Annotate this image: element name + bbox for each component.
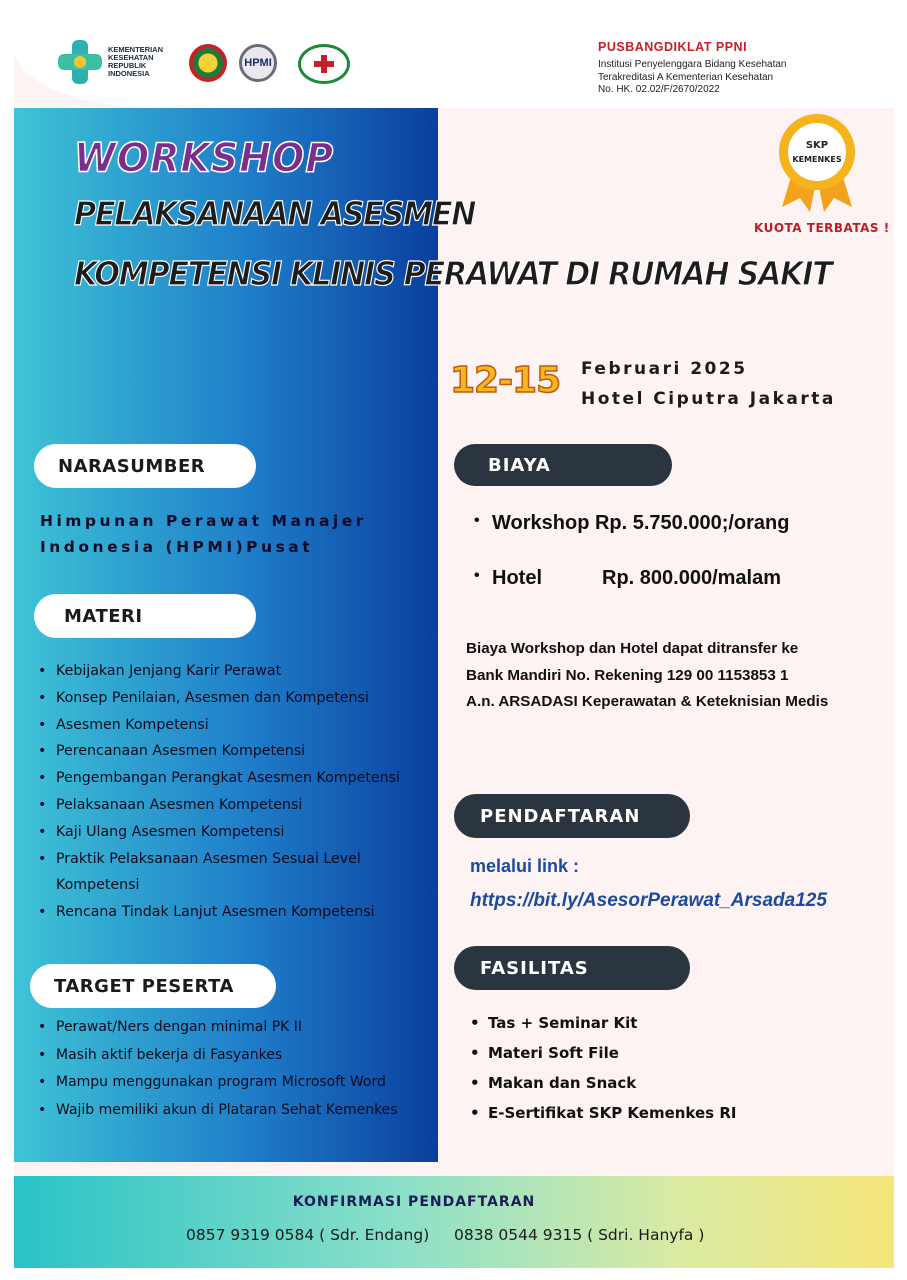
- list-item: • Wajib memiliki akun di Plataran Sehat Kemenkes: [36, 1097, 436, 1125]
- list-item: • Konsep Penilaian, Asesmen dan Kompetensi: [36, 685, 436, 712]
- date-range: 12-15: [450, 360, 561, 401]
- list-item: • Perencanaan Asesmen Kompetensi: [36, 738, 436, 765]
- fasilitas-heading: FASILITAS: [454, 946, 690, 990]
- decor-bubble: [516, 30, 570, 74]
- registration-link[interactable]: https://bit.ly/AsesorPerawat_Arsada125: [470, 890, 827, 911]
- transfer-info: Biaya Workshop dan Hotel dapat ditransfer ke Bank Mandiri No. Rekening 129 00 1153853 1 A.n. ARSADASI Keperawatan & Keteknisian Medis: [466, 640, 829, 710]
- list-item: • E-Sertifikat SKP Kemenkes RI: [468, 1098, 888, 1128]
- skp-badge-icon: [774, 112, 860, 212]
- list-item: • Kebijakan Jenjang Karir Perawat: [36, 658, 436, 685]
- confirmation-heading: KONFIRMASI PENDAFTARAN: [292, 1194, 536, 1210]
- main-title-line1: PELAKSANAAN ASESMEN: [74, 194, 476, 233]
- materi-list: [36, 658, 436, 926]
- target-heading: TARGET PESERTA: [30, 964, 276, 1008]
- target-list: [36, 1014, 436, 1124]
- list-item: • Makan dan Snack: [468, 1068, 888, 1098]
- event-details: Februari 2025 Hotel Ciputra Jakarta: [581, 359, 836, 409]
- list-item: • Tas + Seminar Kit: [468, 1008, 888, 1038]
- institution-block: PUSBANGDIKLAT PPNI Institusi Penyelenggara Bidang Kesehatan Terakreditasi A Kementerian Kesehatan No. HK. 02.02/F/2670/2022: [598, 40, 787, 95]
- poster: [14, 24, 894, 1268]
- kemenkes-mark-icon: [58, 40, 102, 84]
- quota-label: KUOTA TERBATAS !: [754, 221, 890, 235]
- event-type-title: WORKSHOP: [74, 134, 335, 182]
- contact-hanyfa: 0838 0544 9315 ( Sdri. Hanyfa ): [454, 1226, 705, 1244]
- list-item: • Praktik Pelaksanaan Asesmen Sesuai Level Kompetensi: [36, 846, 376, 900]
- list-item: • Asesmen Kompetensi: [36, 712, 436, 739]
- list-item: • Materi Soft File: [468, 1038, 888, 1068]
- arsada-emblem-icon: [298, 44, 350, 84]
- list-item: • Masih aktif bekerja di Fasyankes: [36, 1042, 436, 1070]
- biaya-list: [472, 512, 892, 622]
- list-item: • Pelaksanaan Asesmen Kompetensi: [36, 792, 436, 819]
- narasumber-heading: NARASUMBER: [34, 444, 256, 488]
- decor-bubble: [470, 34, 512, 76]
- list-item: • Perawat/Ners dengan minimal PK II: [36, 1014, 436, 1042]
- list-item: • Kaji Ulang Asesmen Kompetensi: [36, 819, 436, 846]
- registration-via: melalui link :: [470, 856, 580, 876]
- fasilitas-list: [468, 1008, 888, 1128]
- list-item: • Rencana Tindak Lanjut Asesmen Kompetensi: [36, 899, 436, 926]
- badge-line2: KEMENKES: [792, 155, 842, 164]
- main-title-line2: KOMPETENSI KLINIS PERAWAT DI RUMAH SAKIT: [74, 254, 832, 293]
- kemenkes-logo: KEMENTERIAN KESEHATAN REPUBLIK INDONESIA: [58, 40, 178, 84]
- list-item: • Mampu menggunakan program Microsoft Word: [36, 1069, 436, 1097]
- list-item: • Hotel Rp. 800.000/malam: [472, 567, 892, 590]
- footer-band: [14, 1176, 894, 1268]
- badge-line1: SKP: [805, 140, 829, 151]
- hpmi-logo: HPMI: [239, 44, 277, 82]
- narasumber-text: Himpunan Perawat Manajer Indonesia (HPMI)Pusat: [40, 512, 367, 556]
- list-item: • Pengembangan Perangkat Asesmen Kompetensi: [36, 765, 436, 792]
- contact-endang: 0857 9319 0584 ( Sdr. Endang): [186, 1226, 430, 1244]
- ppni-emblem-icon: [189, 44, 227, 82]
- biaya-heading: BIAYA: [454, 444, 672, 486]
- materi-heading: MATERI: [34, 594, 256, 638]
- pendaftaran-heading: PENDAFTARAN: [454, 794, 690, 838]
- list-item: • Workshop Rp. 5.750.000;/orang: [472, 512, 892, 535]
